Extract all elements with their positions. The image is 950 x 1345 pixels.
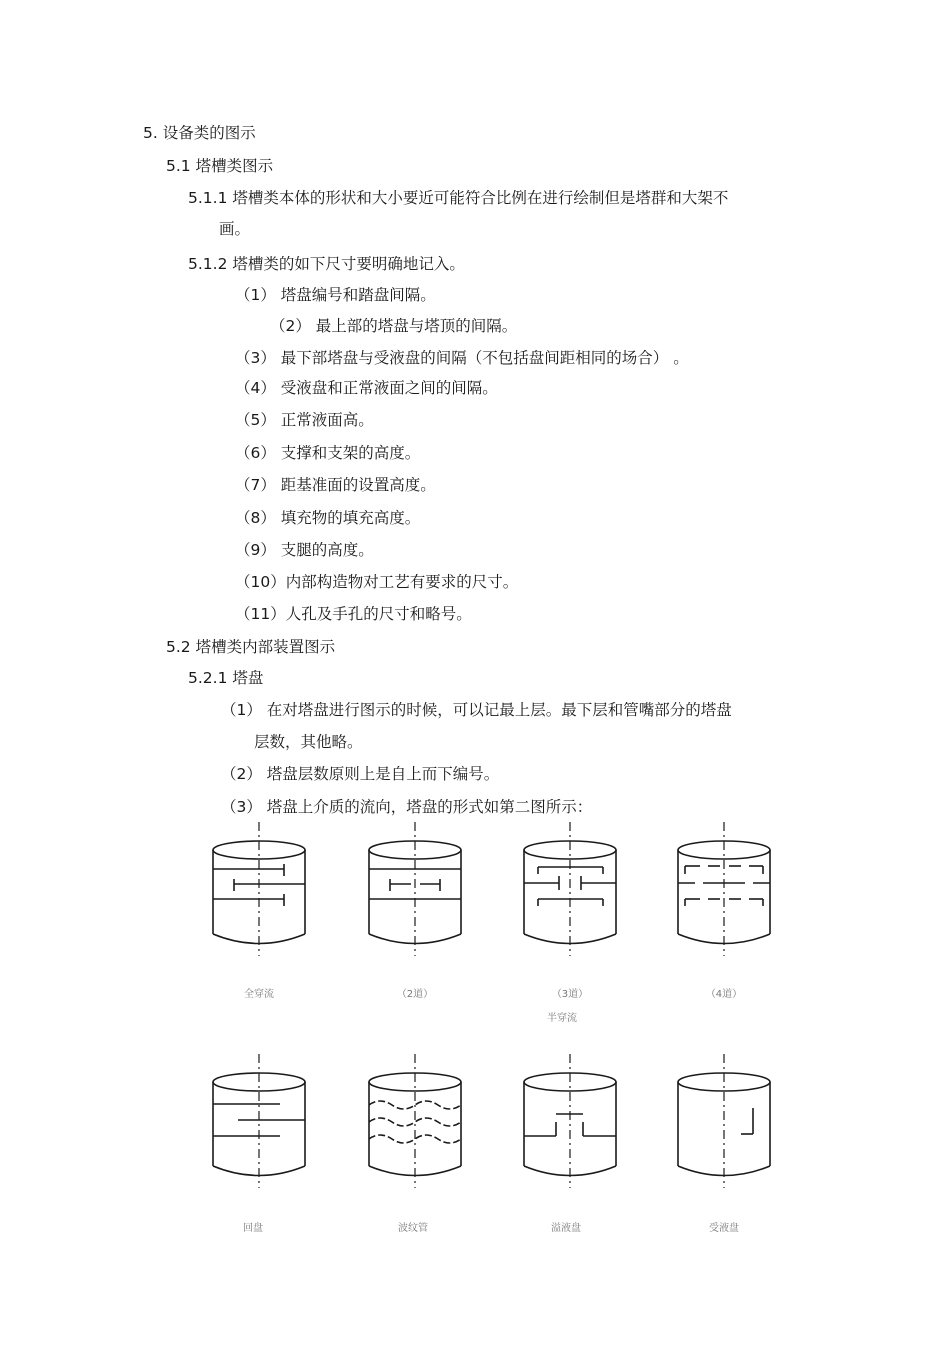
tray-figure-2-pass: [356, 820, 476, 960]
para-tray-1-line1: （1） 在对塔盘进行图示的时候，可以记最上层。最下层和管嘴部分的塔盘: [221, 701, 732, 719]
para-tray-1-line2: 层数，其他略。: [254, 733, 363, 751]
list-item: （5） 正常液面高。: [235, 411, 374, 429]
figure-group-caption: 半穿流: [547, 1013, 577, 1024]
list-item: （11）人孔及手孔的尺寸和略号。: [235, 605, 472, 623]
heading-5-2: 5.2 塔槽类内部装置图示: [166, 638, 336, 656]
para-5-1-2: 5.1.2 塔槽类的如下尺寸要明确地记入。: [188, 255, 465, 273]
figure-caption: 溢液盘: [551, 1223, 581, 1234]
figure-caption: 全穿流: [244, 989, 274, 1000]
tray-figure-3-pass: [511, 820, 631, 960]
list-item: （10）内部构造物对工艺有要求的尺寸。: [235, 573, 519, 591]
list-item: （6） 支撑和支架的高度。: [235, 444, 421, 462]
para-tray-2: （2） 塔盘层数原则上是自上而下编号。: [221, 765, 500, 783]
tray-figure-full-pass: [200, 820, 320, 960]
heading-5-2-1: 5.2.1 塔盘: [188, 669, 264, 687]
list-item: （3） 最下部塔盘与受液盘的间隔（不包括盘间距相同的场合） 。: [235, 349, 689, 367]
list-item: （4） 受液盘和正常液面之间的间隔。: [235, 379, 498, 397]
tray-figure-return: [200, 1052, 320, 1192]
figure-caption: 受液盘: [709, 1223, 739, 1234]
heading-5: 5. 设备类的图示: [143, 124, 256, 142]
figure-caption: 波纹管: [398, 1223, 428, 1234]
list-item: （1） 塔盘编号和踏盘间隔。: [235, 286, 436, 304]
figure-caption: （3道）: [551, 989, 589, 1000]
para-5-1-1-line1: 5.1.1 塔槽类本体的形状和大小要近可能符合比例在进行绘制但是塔群和大架不: [188, 189, 729, 207]
list-item: （2） 最上部的塔盘与塔顶的间隔。: [270, 317, 518, 335]
para-tray-3: （3） 塔盘上介质的流向，塔盘的形式如第二图所示：: [221, 798, 593, 816]
list-item: （7） 距基准面的设置高度。: [235, 476, 436, 494]
heading-5-1: 5.1 塔槽类图示: [166, 157, 274, 175]
tray-figure-corrugated: [356, 1052, 476, 1192]
para-5-1-1-line2: 画。: [219, 220, 251, 238]
tray-figure-overflow: [511, 1052, 631, 1192]
list-item: （8） 填充物的填充高度。: [235, 509, 421, 527]
tray-figure-4-pass: [665, 820, 785, 960]
figure-caption: （4道）: [705, 989, 743, 1000]
figure-caption: （2道）: [396, 989, 434, 1000]
tray-figure-receiving: [665, 1052, 785, 1192]
figure-caption: 回盘: [243, 1223, 263, 1234]
list-item: （9） 支腿的高度。: [235, 541, 374, 559]
